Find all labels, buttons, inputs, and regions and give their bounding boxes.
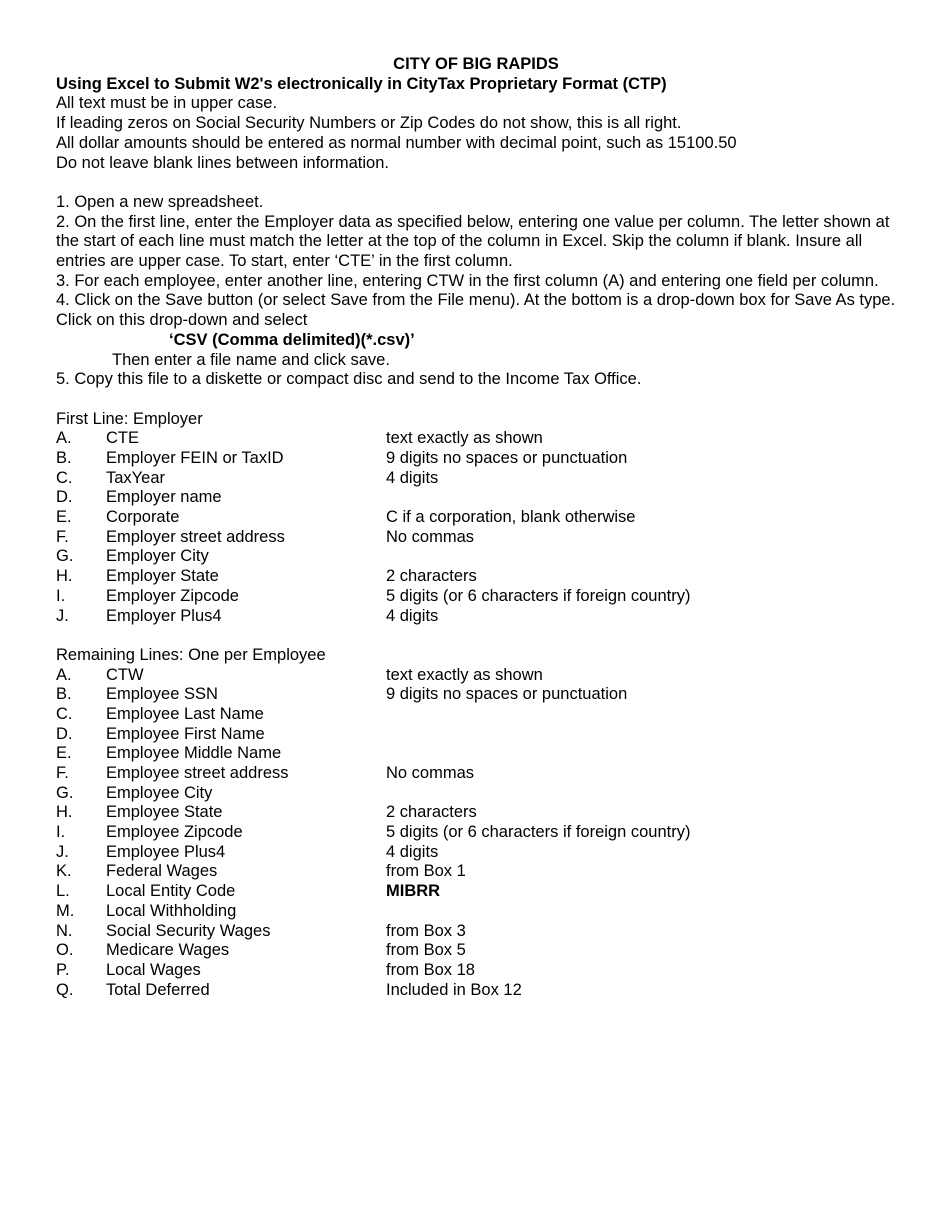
field-row [56, 882, 906, 902]
column-letter: F. [56, 527, 69, 546]
field-row [56, 666, 906, 686]
employer-field-list [56, 429, 906, 626]
field-row [56, 922, 906, 942]
column-letter: I. [56, 823, 66, 842]
field-row [56, 981, 906, 1001]
column-letter: N. [56, 921, 73, 940]
field-name: Employee Middle Name [106, 744, 282, 763]
step-2: 2. On the first line, enter the Employer data as specified below, entering one value per column. The letter shown at the start of each line must match the letter at the top of the column in Excel. Skip the column if blank. Insure all entries are upper case. To start, enter ‘CTE’ in the first column. [56, 212, 890, 271]
field-name: Employee street address [106, 764, 289, 783]
step-4: 4. Click on the Save button (or select Save from the File menu). At the bottom is a drop-down box for Save As type. Click on this drop-down and select [56, 291, 896, 330]
field-name: Employee Last Name [106, 704, 264, 723]
step-3: 3. For each employee, enter another line, entering CTW in the first column (A) and entering one field per column. [56, 271, 879, 290]
column-letter: K. [56, 862, 72, 881]
field-name: Local Withholding [106, 901, 237, 920]
field-note: from Box 1 [386, 862, 466, 881]
page-title: CITY OF BIG RAPIDS [393, 55, 559, 73]
field-note: 9 digits no spaces or punctuation [386, 685, 628, 704]
column-letter: Q. [56, 980, 74, 999]
document-page [56, 55, 906, 1000]
field-name: TaxYear [106, 468, 166, 487]
field-note: 4 digits [386, 606, 439, 625]
field-name: Local Entity Code [106, 882, 236, 901]
column-letter: E. [56, 744, 72, 763]
field-note: from Box 18 [386, 960, 475, 979]
field-row [56, 764, 906, 784]
field-note: No commas [386, 764, 475, 783]
field-name: Medicare Wages [106, 941, 230, 960]
field-note: 4 digits [386, 468, 439, 487]
csv-format-label: ‘CSV (Comma delimited)(*.csv)’ [169, 330, 415, 349]
field-name: Employee City [106, 783, 213, 802]
field-row [56, 784, 906, 804]
field-name: Employer City [106, 547, 209, 566]
column-letter: B. [56, 685, 72, 704]
field-row [56, 843, 906, 863]
field-note: from Box 5 [386, 941, 466, 960]
field-note: text exactly as shown [386, 429, 543, 448]
rule-line: All text must be in upper case. [56, 94, 278, 113]
field-note: 5 digits (or 6 characters if foreign country) [386, 823, 691, 842]
field-name: Employer State [106, 567, 219, 586]
page-subtitle: Using Excel to Submit W2's electronically in CityTax Proprietary Format (CTP) [56, 74, 667, 93]
column-letter: H. [56, 567, 73, 586]
field-row [56, 587, 906, 607]
field-row [56, 685, 906, 705]
column-letter: L. [56, 882, 70, 901]
column-letter: B. [56, 449, 72, 468]
column-letter: P. [56, 960, 70, 979]
field-row [56, 469, 906, 489]
field-note [386, 784, 906, 804]
field-row [56, 449, 906, 469]
field-note [386, 547, 906, 567]
field-row [56, 961, 906, 981]
column-letter: J. [56, 606, 69, 625]
field-note [386, 488, 906, 508]
field-name: Total Deferred [106, 980, 210, 999]
field-name: Employer Zipcode [106, 586, 239, 605]
field-name: Employee State [106, 803, 223, 822]
field-name: Employee First Name [106, 724, 265, 743]
field-note: text exactly as shown [386, 665, 543, 684]
field-row [56, 429, 906, 449]
field-note: 2 characters [386, 567, 477, 586]
step-1: 1. Open a new spreadsheet. [56, 192, 264, 211]
rule-line: All dollar amounts should be entered as normal number with decimal point, such as 15100.50 [56, 133, 737, 152]
step-5: 5. Copy this file to a diskette or compact disc and send to the Income Tax Office. [56, 370, 642, 389]
field-name: Employee SSN [106, 685, 218, 704]
column-letter: G. [56, 547, 74, 566]
field-note [386, 902, 906, 922]
field-name: Local Wages [106, 960, 201, 979]
field-row [56, 488, 906, 508]
column-letter: C. [56, 468, 73, 487]
field-note: C if a corporation, blank otherwise [386, 508, 636, 527]
field-row [56, 803, 906, 823]
field-note [386, 705, 906, 725]
field-name: CTW [106, 665, 144, 684]
field-name: Federal Wages [106, 862, 218, 881]
field-note [386, 744, 906, 764]
field-note: 9 digits no spaces or punctuation [386, 449, 628, 468]
field-row [56, 862, 906, 882]
field-note: from Box 3 [386, 921, 466, 940]
spacer [56, 390, 906, 410]
column-letter: O. [56, 941, 74, 960]
column-letter: I. [56, 586, 66, 605]
field-row [56, 725, 906, 745]
column-letter: J. [56, 842, 69, 861]
field-row [56, 902, 906, 922]
field-name: Corporate [106, 508, 180, 527]
column-letter: G. [56, 783, 74, 802]
field-note: 5 digits (or 6 characters if foreign country) [386, 586, 691, 605]
field-row [56, 528, 906, 548]
field-note [386, 725, 906, 745]
field-row [56, 547, 906, 567]
column-letter: D. [56, 724, 73, 743]
field-row [56, 607, 906, 627]
column-letter: C. [56, 704, 73, 723]
employer-heading: First Line: Employer [56, 409, 203, 428]
field-name: Employee Plus4 [106, 842, 226, 861]
field-name: Employer name [106, 488, 222, 507]
field-row [56, 705, 906, 725]
employee-heading: Remaining Lines: One per Employee [56, 645, 326, 664]
field-row [56, 744, 906, 764]
column-letter: A. [56, 665, 72, 684]
field-name: Employer Plus4 [106, 606, 222, 625]
field-row [56, 567, 906, 587]
step-4-then: Then enter a file name and click save. [112, 350, 390, 369]
field-note: No commas [386, 527, 475, 546]
field-note: MIBRR [386, 882, 441, 901]
field-note: Included in Box 12 [386, 980, 522, 999]
field-note: 4 digits [386, 842, 439, 861]
employee-field-list [56, 666, 906, 1001]
column-letter: A. [56, 429, 72, 448]
field-note: 2 characters [386, 803, 477, 822]
rule-line: If leading zeros on Social Security Numbers or Zip Codes do not show, this is all right. [56, 114, 682, 133]
field-name: Employer FEIN or TaxID [106, 449, 284, 468]
field-row [56, 941, 906, 961]
column-letter: M. [56, 901, 75, 920]
spacer [56, 626, 906, 646]
column-letter: H. [56, 803, 73, 822]
field-name: Social Security Wages [106, 921, 271, 940]
field-row [56, 823, 906, 843]
field-name: Employee Zipcode [106, 823, 243, 842]
rule-line: Do not leave blank lines between information. [56, 153, 389, 172]
spacer [56, 173, 906, 193]
field-name: Employer street address [106, 527, 285, 546]
column-letter: D. [56, 488, 73, 507]
field-row [56, 508, 906, 528]
column-letter: E. [56, 508, 72, 527]
column-letter: F. [56, 764, 69, 783]
field-name: CTE [106, 429, 139, 448]
